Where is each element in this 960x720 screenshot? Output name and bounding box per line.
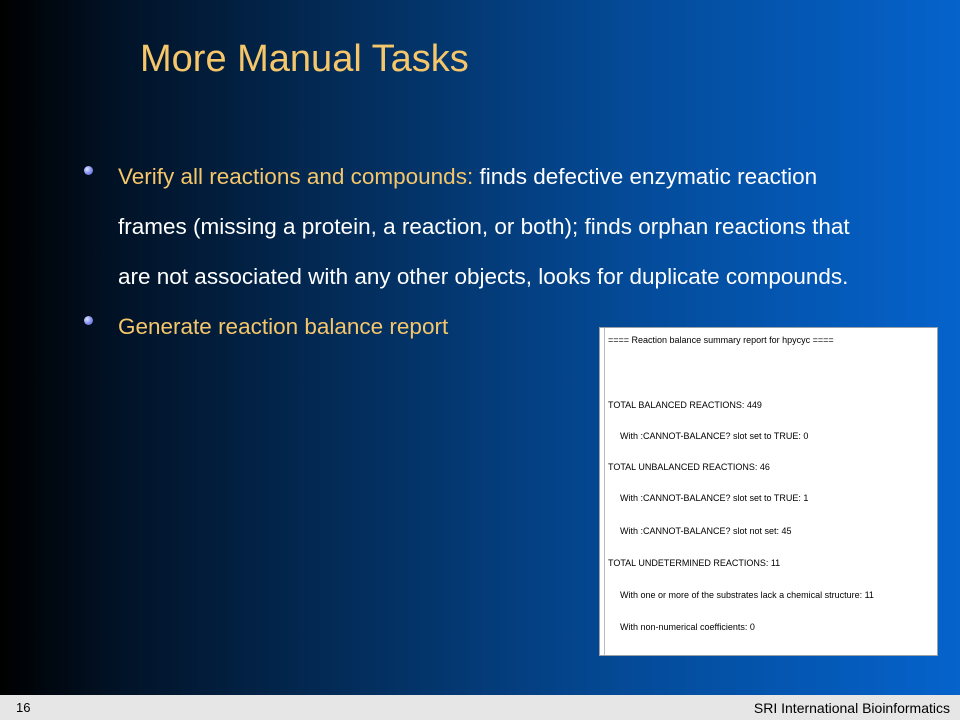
bullet-dot-icon	[84, 166, 93, 175]
report-undetermined-non-numerical: With non-numerical coefficients: 0	[620, 622, 755, 632]
report-total-balanced: TOTAL BALANCED REACTIONS: 449	[608, 400, 762, 410]
bullet-verify-reactions	[84, 152, 864, 302]
page-number: 16	[16, 700, 31, 715]
report-unbalanced-cannot-balance-true: With :CANNOT-BALANCE? slot set to TRUE: 1	[620, 493, 809, 503]
report-undetermined-no-structure: With one or more of the substrates lack a chemical structure: 11	[620, 590, 874, 600]
report-balanced-cannot-balance: With :CANNOT-BALANCE? slot set to TRUE: 0	[620, 431, 809, 441]
report-total-unbalanced: TOTAL UNBALANCED REACTIONS: 46	[608, 462, 770, 472]
report-margin-line	[604, 328, 605, 655]
bullet-list	[84, 152, 864, 352]
bullet-lead-text: Verify all reactions and compounds:	[118, 164, 474, 189]
footer-organization: SRI International Bioinformatics	[753, 700, 950, 716]
reaction-balance-report-screenshot	[599, 327, 938, 656]
slide-footer	[0, 695, 960, 720]
bullet-body-text: finds defective enzymatic reaction frames (missing a protein, a reaction, or both); finds orphan reactions that are not associated with any other objects, looks for duplicate compounds.	[118, 164, 850, 289]
bullet-text: Generate reaction balance report	[118, 314, 449, 339]
bullet-dot-icon	[84, 316, 93, 325]
report-header: ==== Reaction balance summary report for hpycyc ====	[608, 335, 834, 345]
slide-title: More Manual Tasks	[140, 38, 469, 80]
report-total-undetermined: TOTAL UNDETERMINED REACTIONS: 11	[608, 558, 781, 568]
report-unbalanced-not-set: With :CANNOT-BALANCE? slot not set: 45	[620, 526, 792, 536]
